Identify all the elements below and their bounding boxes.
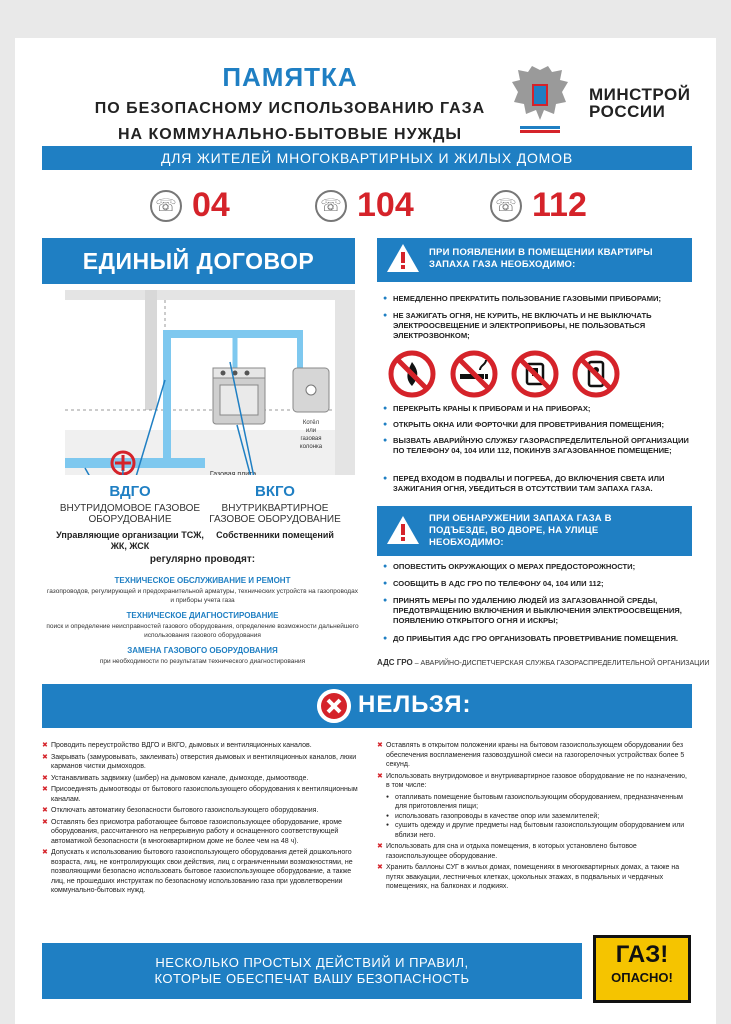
apartment-item: ● ПЕРЕД ВХОДОМ В ПОДВАЛЫ И ПОГРЕБА, ДО ВКЛЮЧЕНИЯ СВЕТА ИЛИ ЗАЖИГАНИЯ ОГНЯ, УБЕДИТЬСЯ В ОТСУТСТВИИ ТАМ ЗАПАХА ГАЗА. [393, 474, 693, 494]
gas-danger-sign [593, 935, 691, 1003]
svg-text:колонка: колонка [299, 444, 323, 450]
phone-number: 04 [192, 186, 230, 224]
phone-112[interactable] [490, 186, 587, 225]
vkgo-block [200, 483, 350, 541]
prohibited-banner [42, 684, 692, 728]
vkgo-owner: Собственники помещений [216, 530, 334, 540]
title-main: ПАМЯТКА [222, 62, 358, 92]
ministry-name [589, 86, 690, 120]
svg-text:газовая: газовая [300, 436, 322, 442]
outdoor-alert-header [377, 506, 692, 556]
footer-line2: КОТОРЫЕ ОБЕСПЕЧАТ ВАШУ БЕЗОПАСНОСТЬ [154, 971, 470, 986]
emblem-icon [510, 64, 570, 136]
prohibited-list-right [377, 741, 692, 894]
no-smoking-icon [450, 350, 498, 398]
prohibited-item: ✖ Оставлять в открытом положении краны на бытовом газоиспользующем оборудовании без обеспечения воспламенения газовоздушной смеси на газогорелочных устройствах более 5 секунд. [377, 741, 692, 770]
title-line1: ПО БЕЗОПАСНОМУ ИСПОЛЬЗОВАНИЮ ГАЗА [94, 100, 486, 117]
prohibited-item: ✖ Закрывать (замуровывать, заклеивать) отверстия дымовых и вентиляционных каналов, люки карманов чистки дымоходов. [42, 753, 362, 772]
outdoor-item: ● ДО ПРИБЫТИЯ АДС ГРО ОРГАНИЗОВАТЬ ПРОВЕТРИВАНИЕ ПОМЕЩЕНИЯ. [393, 634, 693, 644]
outdoor-alert-title: ПРИ ОБНАРУЖЕНИИ ЗАПАХА ГАЗА В ПОДЪЕЗДЕ, ВО ДВОРЕ, НА УЛИЦЕ НЕОБХОДИМО: [429, 513, 612, 548]
poster-title [75, 62, 505, 145]
prohibited-item: ✖ Присоединять дымоотводы от бытового газоиспользующего оборудования к вентиляционным каналам. [42, 785, 362, 804]
prohibited-item: ✖ Использовать для сна и отдыха помещения, в которых установлено бытовое газоиспользующее оборудование. [377, 842, 692, 861]
prohibited-item: ✖ Оставлять без присмотра работающее бытовое газоиспользующее оборудование, кроме оборудования, рассчитанного на непрерывную работу и оснащенного соответствующей автоматикой безопасности (в многоквартирном доме не более чем на 48 ч). [42, 818, 362, 847]
prohibited-item: ✖ Устанавливать задвижку (шибер) на дымовом канале, дымоходе, дымоотводе. [42, 774, 362, 784]
no-fire-icon [388, 350, 436, 398]
ministry-line2: РОССИИ [589, 102, 666, 121]
prohibited-item: ✖ Проводить переустройство ВДГО и ВКГО, дымовых и вентиляционных каналов. [42, 741, 362, 751]
phone-icon: ☏ [150, 190, 182, 222]
phone-04[interactable] [150, 186, 230, 225]
work-title: ЗАМЕНА ГАЗОВОГО ОБОРУДОВАНИЯ [127, 646, 278, 655]
prohibited-x-icon [317, 689, 351, 723]
apartment-alert-header [377, 238, 692, 282]
ads-text: – АВАРИЙНО-ДИСПЕТЧЕРСКАЯ СЛУЖБА ГАЗОРАСПРЕДЕЛИТЕЛЬНОЙ ОРГАНИЗАЦИИ [412, 660, 710, 667]
works-list [45, 570, 360, 666]
emergency-phones [15, 186, 716, 226]
prohibited-title: НЕЛЬЗЯ: [358, 691, 472, 718]
audience-banner: ДЛЯ ЖИТЕЛЕЙ МНОГОКВАРТИРНЫХ И ЖИЛЫХ ДОМОВ [42, 146, 692, 170]
vdgo-abbr: ВДГО [109, 483, 151, 500]
regularly-label: регулярно проводят: [149, 554, 256, 565]
prohibited-subitem: ● сушить одежду и другие предметы над бытовым газоиспользующим оборудованием или вблизи него. [377, 821, 692, 840]
apartment-item: ● ВЫЗВАТЬ АВАРИЙНУЮ СЛУЖБУ ГАЗОРАСПРЕДЕЛИТЕЛЬНОЙ ОРГАНИЗАЦИИ ПО ТЕЛЕФОНУ 04, 104 ИЛИ 112, ПОКИНУВ ЗАГАЗОВАННОЕ ПОМЕЩЕНИЕ; [393, 436, 693, 456]
work-title: ТЕХНИЧЕСКОЕ ДИАГНОСТИРОВАНИЕ [126, 611, 279, 620]
contract-title: ЕДИНЫЙ ДОГОВОР [42, 238, 355, 284]
phone-number: 104 [357, 186, 414, 224]
gas-equipment-diagram [65, 290, 355, 475]
work-desc: газопроводов, регулирующей и предохранительной арматуры, технических устройств на газопроводах и приборы учета газа [47, 588, 358, 604]
prohibited-item: ✖ Допускать к использованию бытового газоиспользующего оборудования детей дошкольного возраста, лиц, не контролирующих свои действия, лиц с ограниченными возможностями, не позволяющими безопасно использовать бытовое газоиспользующее оборудование, а также лиц, не прошедших инструктаж по безопасному использованию газа при удовлетворении коммунально-бытовых нужд. [42, 848, 362, 896]
prohibited-item: ✖ Использовать внутридомовое и внутриквартирное газовое оборудование не по назначению, в том числе: [377, 772, 692, 791]
outdoor-item: ● ОПОВЕСТИТЬ ОКРУЖАЮЩИХ О МЕРАХ ПРЕДОСТОРОЖНОСТИ; [393, 562, 693, 572]
prohibited-subitem: ● использовать газопроводы в качестве опор или заземлителей; [377, 812, 692, 822]
prohibited-item: ✖ Отключать автоматику безопасности бытового газоиспользующего оборудования. [42, 806, 362, 816]
phone-icon: ☏ [315, 190, 347, 222]
prohibited-subitem: ● отапливать помещение бытовым газоиспользующим оборудованием, предназначенным для приготовления пищи; [377, 793, 692, 812]
apartment-item: ● НЕ ЗАЖИГАТЬ ОГНЯ, НЕ КУРИТЬ, НЕ ВКЛЮЧАТЬ И НЕ ВЫКЛЮЧАТЬ ЭЛЕКТРООСВЕЩЕНИЕ И ЭЛЕКТРОПРИБОРЫ, НЕ ПОЛЬЗОВАТЬСЯ ЭЛЕКТРОЗВОНКОМ; [393, 311, 693, 341]
ministry-line1: МИНСТРОЙ [589, 85, 691, 104]
svg-text:Газовая плита: Газовая плита [209, 471, 257, 475]
vdgo-full: ВНУТРИДОМОВОЕ ГАЗОВОЕ ОБОРУДОВАНИЕ [59, 503, 201, 525]
work-title: ТЕХНИЧЕСКОЕ ОБСЛУЖИВАНИЕ И РЕМОНТ [114, 576, 291, 585]
outdoor-item: ● ПРИНЯТЬ МЕРЫ ПО УДАЛЕНИЮ ЛЮДЕЙ ИЗ ЗАГАЗОВАННОЙ СРЕДЫ, ПРЕДОТВРАЩЕНИЮ ВКЛЮЧЕНИЯ И ВЫКЛЮЧЕНИЯ ЭЛЕКТРООСВЕЩЕНИЯ, ПОЯВЛЕНИЮ ОТКРЫТОГО ОГНЯ И ИСКРЫ; [393, 596, 683, 626]
vdgo-owner: Управляющие организации ТСЖ, ЖК, ЖСК [56, 530, 204, 551]
footer-line1: НЕСКОЛЬКО ПРОСТЫХ ДЕЙСТВИЙ И ПРАВИЛ, [155, 955, 469, 970]
poster [15, 38, 716, 1024]
phone-icon: ☏ [490, 190, 522, 222]
warning-icon [385, 242, 421, 274]
apartment-item: ● ОТКРЫТЬ ОКНА ИЛИ ФОРТОЧКИ ДЛЯ ПРОВЕТРИВАНИЯ ПОМЕЩЕНИЯ; [393, 420, 693, 430]
warning-icon [385, 514, 421, 546]
footer-banner [42, 943, 582, 999]
gas-sign-bottom: ОПАСНО! [611, 970, 673, 985]
apartment-alert-title: ПРИ ПОЯВЛЕНИИ В ПОМЕЩЕНИИ КВАРТИРЫ ЗАПАХА ГАЗА НЕОБХОДИМО: [429, 247, 653, 270]
phone-number: 112 [532, 186, 587, 224]
vkgo-abbr: ВКГО [255, 483, 295, 500]
apartment-item: ● ПЕРЕКРЫТЬ КРАНЫ К ПРИБОРАМ И НА ПРИБОРАХ; [393, 404, 693, 414]
work-desc: поиск и определение неисправностей газового оборудования, определение возможности дальнейшего использования газового оборудования [46, 623, 359, 639]
no-doorbell-icon [572, 350, 620, 398]
ads-note [377, 658, 709, 667]
gas-sign-top: ГАЗ! [615, 941, 669, 968]
vdgo-block [55, 483, 205, 552]
vkgo-full: ВНУТРИКВАРТИРНОЕ ГАЗОВОЕ ОБОРУДОВАНИЕ [209, 503, 341, 525]
svg-text:Котёл: Котёл [302, 420, 320, 426]
ads-abbr: АДС ГРО [377, 658, 413, 667]
prohibited-item: ✖ Хранить баллоны СУГ в жилых домах, помещениях в многоквартирных домах, а также на путях эвакуации, лестничных клетках, цокольных этажах, в подвальных и чердачных помещениях, на балконах и лоджиях. [377, 863, 692, 892]
outdoor-item: ● СООБЩИТЬ В АДС ГРО ПО ТЕЛЕФОНУ 04, 104 ИЛИ 112; [393, 579, 693, 589]
apartment-item: ● НЕМЕДЛЕННО ПРЕКРАТИТЬ ПОЛЬЗОВАНИЕ ГАЗОВЫМИ ПРИБОРАМИ; [393, 294, 693, 304]
title-line2: НА КОММУНАЛЬНО-БЫТОВЫЕ НУЖДЫ [117, 126, 463, 143]
no-light-switch-icon [511, 350, 559, 398]
prohibited-list-left [42, 741, 362, 898]
svg-text:или: или [305, 428, 317, 434]
phone-104[interactable] [315, 186, 414, 225]
work-desc: при необходимости по результатам технического диагностирования [99, 658, 306, 665]
